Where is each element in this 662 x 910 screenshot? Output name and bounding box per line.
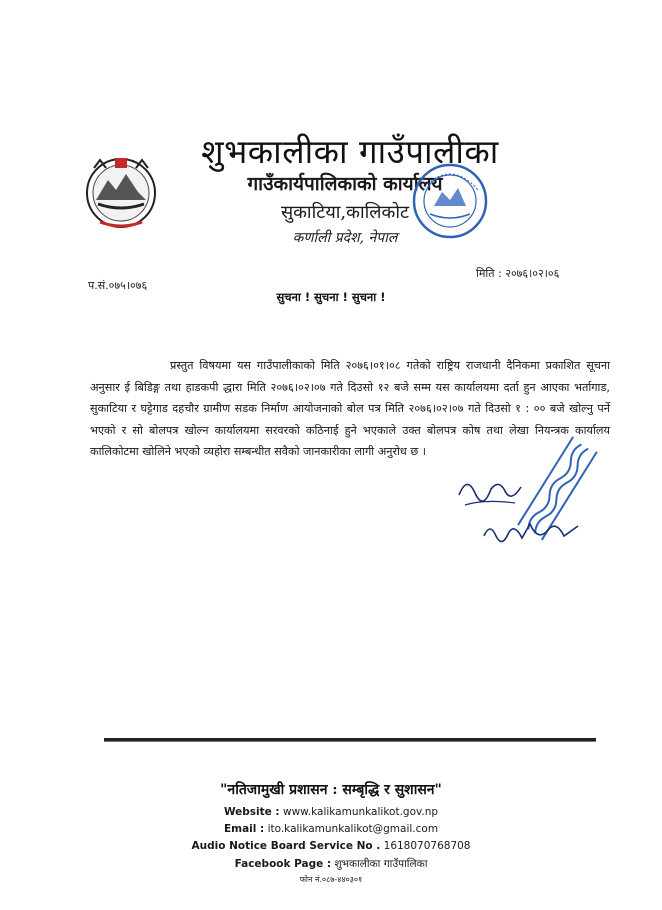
org-title: शुभकालीका गाउँपालीका [201, 132, 499, 171]
org-address: सुकाटिया,कालिकोट [280, 202, 410, 223]
org-office: गाउँकार्यपालिकाको कार्यालय [247, 173, 443, 195]
footer-phone: फोन नं.०८७-४४०३०१ [299, 875, 363, 884]
email-link[interactable]: ito.kalikamunkalikot@gmail.com [267, 823, 439, 835]
audio-number: 1618070768708 [383, 840, 471, 852]
reference-number: प.सं.०७५।०७६ [88, 279, 148, 292]
org-province: कर्णाली प्रदेश, नेपाल [292, 230, 398, 246]
footer-slogan: "नतिजामुखी प्रशासन : सम्बृद्धि र सुशासन" [220, 782, 442, 798]
website-link[interactable]: www.kalikamunkalikot.gov.np [282, 806, 439, 818]
footer-email [181, 823, 481, 835]
footer-website [181, 806, 481, 818]
email-label: Email : [223, 823, 265, 835]
footer-facebook [181, 857, 481, 871]
nepal-emblem-icon [80, 150, 162, 232]
notice-date: मिति : २०७६।०२।०६ [476, 267, 560, 280]
notice-body: प्रस्तुत विषयमा यस गाउँपालीकाको मिति २०७६।०१।०८ गतेको राष्ट्रिय राजधानी दैनिकमा प्रकाशित सूचना अनुसार ई बिडिङ्ग तथा हाडकपी द्धारा मिति २०७६।०२।०७ गते दिउसो १२ बजे सम्म यस कार्यालयमा दर्ता हुन आएका भर्तागाड, सुकाटिया र घट्टेगाड दहचौर ग्रामीण सडक निर्माण आयोजनाको बोल पत्र मिति २०७६।०२।०७ गते दिउसो १ : ०० बजे खोल्नु पर्ने भएको र सो बोलपत्र खोल्न कार्यालयमा सरवरको कठिनाई हुने भएकाले उक्त बोलपत्र कोष तथा लेखा नियन्त्रक कार्यालय कालिकोटमा खोलिने भएको व्यहोरा सम्बन्धीत सवैको जानकारीका लागी अनुरोध छ । [90, 359, 610, 458]
notice-heading: सुचना ! सुचना ! सुचना ! [276, 290, 386, 304]
footer-divider [104, 738, 596, 742]
office-seal-icon [410, 160, 490, 242]
facebook-page[interactable]: शुभकालीका गाउँपालिका [334, 858, 428, 870]
facebook-label: Facebook Page : [234, 858, 332, 870]
footer-audio-service [181, 840, 481, 852]
handwritten-date-icon [478, 512, 598, 552]
website-label: Website : [223, 806, 280, 818]
audio-label: Audio Notice Board Service No . [191, 840, 381, 852]
